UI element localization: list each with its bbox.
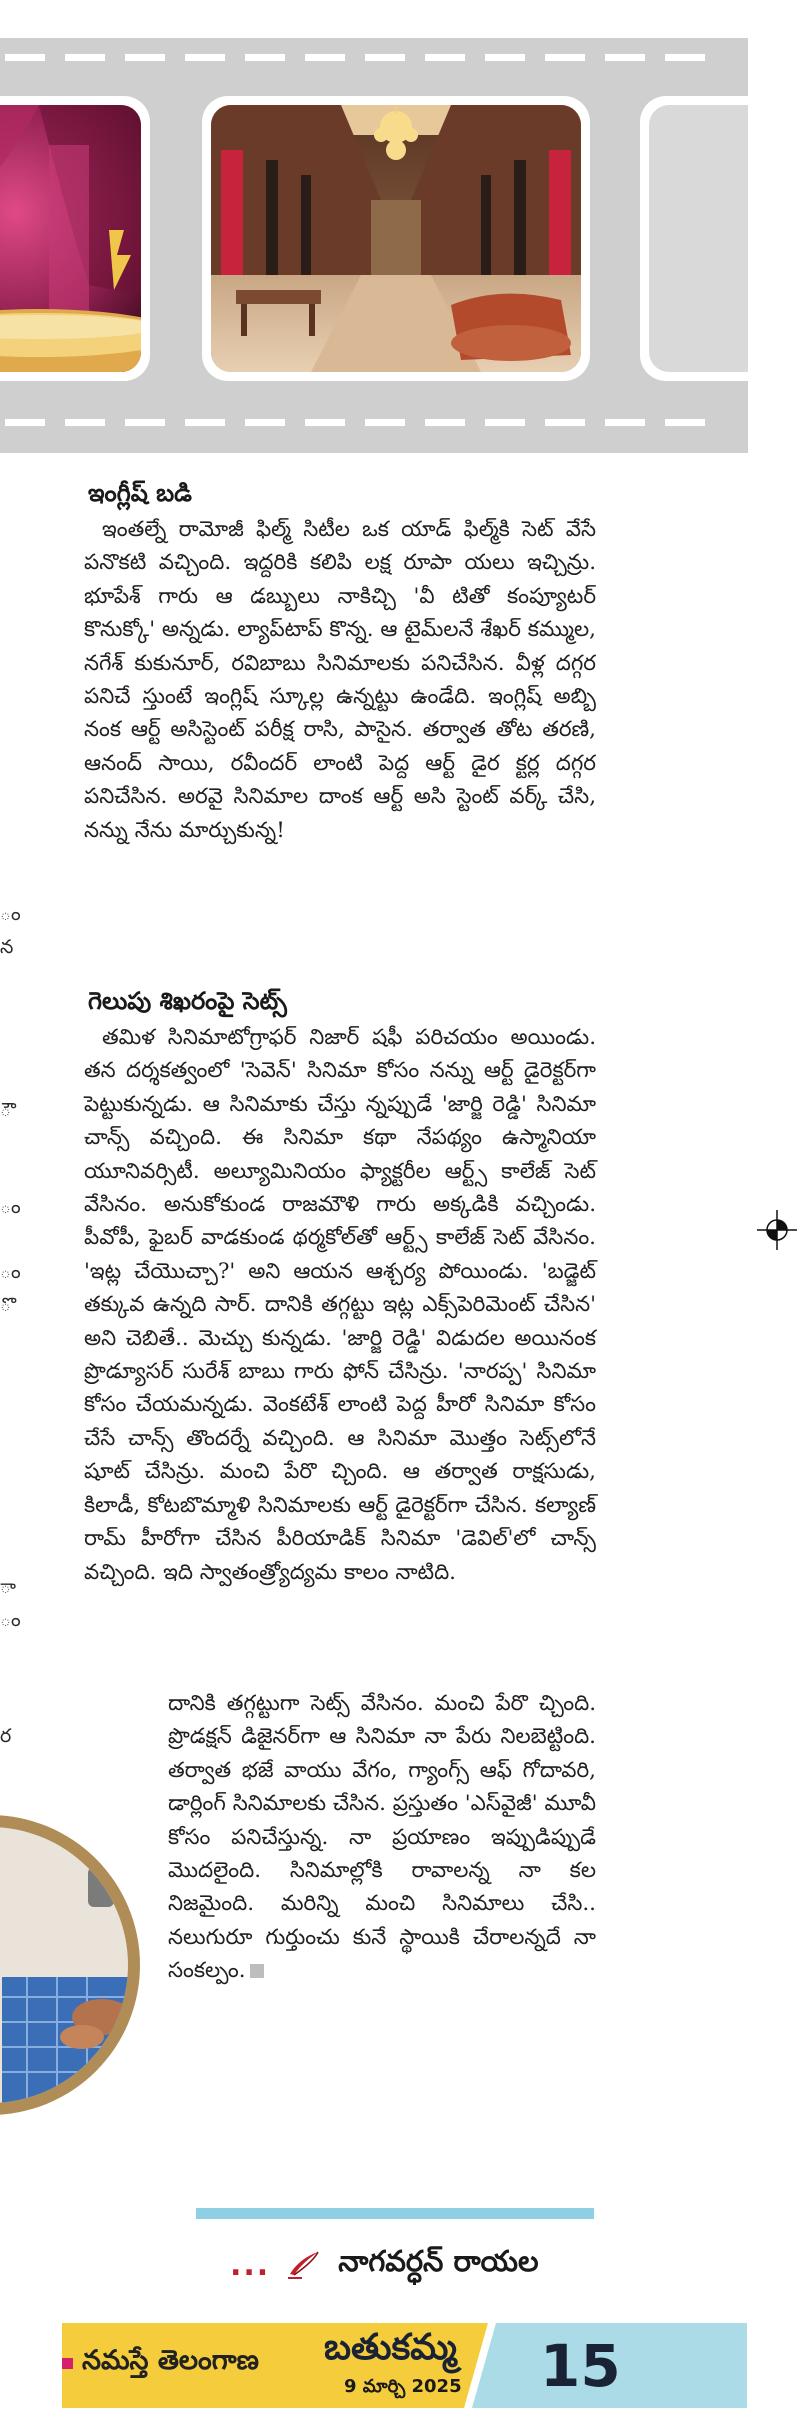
- page-number: 15: [540, 2332, 621, 2400]
- quill-pen-icon: [284, 2250, 322, 2280]
- article-section-success-sets: [84, 985, 596, 1589]
- left-page-fragment-letter: న: [0, 936, 14, 958]
- film-strip: [0, 38, 748, 453]
- left-page-fragment-letter: ం: [0, 1261, 21, 1283]
- left-page-fragment-letter: ం: [0, 1196, 21, 1218]
- left-page-fragment-letter: ౌ: [0, 1099, 11, 1121]
- stage-set-photo: [0, 105, 141, 372]
- section-heading: ఇంగ్లీష్‌ బడి: [88, 479, 192, 507]
- article-section-success-sets-continued: [168, 1687, 596, 1988]
- footer-bullet-icon: [62, 2358, 73, 2369]
- left-page-fragment-letter: ం: [0, 903, 21, 925]
- author-name: నాగవర్ధన్‌ రాయల: [338, 2244, 539, 2278]
- left-page-fragment-letter: ా: [0, 1576, 16, 1598]
- byline: [230, 2245, 539, 2285]
- magazine-title: బతుకమ్మ: [324, 2327, 457, 2368]
- paragraph-continued: దానికి తగ్గట్టుగా సెట్స్‌ వేసినం. మంచి పేరొ చ్చింది. ప్రొడక్షన్‌ డిజైనర్‌గా ఆ సినిమా నా పేరు నిలబెట్టింది. తర్వాత భజే వాయు వేగం, గ్యాంగ్స్‌ ఆఫ్‌ గోదావరి, డార్లింగ్‌ సినిమాలకు చేసిన. ప్రస్తుతం 'ఎస్‌వైజీ' మూవీ కోసం పనిచేస్తున్న. నా ప్రయాణం ఇప్పుడిప్పుడే మొదలైంది. సినిమాల్లోకి రావాలన్న నా కల నిజమైంది. మరిన్ని మంచి సినిమాలు చేసి.. నలుగురూ గుర్తుంచు కునే స్థాయికి చేరాలన్నదే నా సంకల్పం.: [168, 1691, 596, 1984]
- registration-mark-icon: [757, 1210, 797, 1250]
- byline-rule: [196, 2208, 594, 2219]
- left-page-fragment-letter: ర: [0, 1725, 12, 1747]
- paragraph: ఇంతల్నే రామోజీ ఫిల్మ్‌ సిటీల ఒక యాడ్‌ ఫిల్మ్‌కి సెట్‌ వేసే పనొకటి వచ్చింది. ఇద్దరికి కలిపి లక్ష రూపా యలు ఇచ్చిన్రు. భూపేశ్‌ గారు ఆ డబ్బులు నాకిచ్చి 'వీ టితో కంప్యూటర్‌ కొనుక్కో' అన్నడు. ల్యాప్‌టాప్‌ కొన్న. ఆ టైమ్‌లనే శేఖర్‌ కమ్ముల, నగేశ్‌ కుకునూర్‌, రవిబాబు సినిమాలకు పనిచేసిన. వీళ్ల దగ్గర పనిచే స్తుంటే ఇంగ్లిష్‌ స్కూల్ల ఉన్నట్టు ఉండేది. ఇంగ్లిష్‌ అబ్బి నంక ఆర్ట్‌ అసిస్టెంట్‌ పరీక్ష రాసి, పాసైన. తర్వాత తోట తరణి, ఆనంద్‌ సాయి, రవీందర్‌ లాంటి పెద్ద ఆర్ట్‌ డైర క్టర్ల దగ్గర పనిచేసిన. అరవై సినిమాల దాంక ఆర్ట్‌ అసి స్టెంట్‌ వర్క్‌ చేసి, నన్ను నేను మార్చుకున్న!: [84, 517, 597, 843]
- film-frame-hall-photo: [202, 96, 590, 381]
- article-section-english-school: [84, 477, 596, 847]
- artist-at-work-photo: [0, 1827, 128, 2103]
- film-sprocket-top: [0, 54, 748, 64]
- paragraph: తమిళ సినిమాటోగ్రాఫర్‌ నిజార్‌ షఫీ పరిచయం అయిండు. తన దర్శకత్వంలో 'సెవెన్‌' సినిమా కోసం నన్ను ఆర్ట్‌ డైరెక్టర్‌గా పెట్టుకున్నడు. ఆ సినిమాకు చేస్తు న్నప్పుడే 'జార్జి రెడ్డి' సినిమా చాన్స్‌ వచ్చింది. ఈ సినిమా కథా నేపథ్యం ఉస్మానియా యూనివర్సిటీ. అల్యూమినియం ఫ్యాక్టరీల ఆర్ట్స్‌ కాలేజ్‌ సెట్‌ వేసినం. అనుకోకుండ రాజమౌళి గారు అక్కడికి వచ్చిండు. పీవోపీ, ఫైబర్‌ వాడకుండ థర్మకోల్‌తో ఆర్ట్స్‌ కాలేజ్‌ సెట్‌ వేసినం. 'ఇట్ల చేయొచ్చా?' అని ఆయన ఆశ్చర్య పోయిండు. 'బడ్జెట్‌ తక్కువ ఉన్నది సార్‌. దానికి తగ్గట్టు ఇట్ల ఎక్స్‌పెరిమెంట్‌ చేసిన' అని చెబితే.. మెచ్చు కున్నడు. 'జార్జి రెడ్డి' విడుదల అయినంక ప్రొడ్యూసర్‌ సురేశ్‌ బాబు గారు ఫోన్‌ చేసిన్రు. 'నారప్ప' సినిమా కోసం చేయమన్నడు. వెంకటేశ్‌ లాంటి పెద్ద హీరో సినిమా కోసం చేసే చాన్స్‌ తొందర్నే వచ్చింది. ఆ సినిమా మొత్తం సెట్స్‌లోనే షూట్‌ చేసిన్రు. మంచి పేరొ చ్చింది. ఆ తర్వాత రాక్షసుడు, కిలాడీ, కోటబొమ్మాళి సినిమాలకు ఆర్ట్‌ డైరెక్టర్‌గా చేసిన. కల్యాణ్‌ రామ్‌ హీరోగా చేసిన పీరియాడిక్‌ సినిమా 'డెవిల్‌'లో చాన్స్‌ వచ్చింది. ఇది స్వాతంత్ర్యోద్యమ కాలం నాటిది.: [84, 1025, 597, 1585]
- issue-date: 9 మార్చి 2025: [344, 2376, 462, 2397]
- end-of-article-mark: [250, 1964, 264, 1978]
- left-page-fragment-letter: ం: [0, 1609, 21, 1631]
- artist-photo-circle: [0, 1815, 140, 2115]
- film-sprocket-bottom: [0, 419, 748, 429]
- left-page-fragment-letter: ొ: [0, 1294, 11, 1316]
- byline-dots: ...: [230, 2247, 271, 2283]
- film-frame-stage-photo: [0, 96, 150, 381]
- palace-hall-set-photo: [211, 105, 581, 372]
- section-heading: గెలుపు శిఖరంపై సెట్స్‌: [88, 987, 287, 1015]
- film-frame-partial: [640, 96, 748, 381]
- page-footer: [62, 2323, 747, 2408]
- newspaper-brand: నమస్తే తెలంగాణ: [82, 2345, 259, 2376]
